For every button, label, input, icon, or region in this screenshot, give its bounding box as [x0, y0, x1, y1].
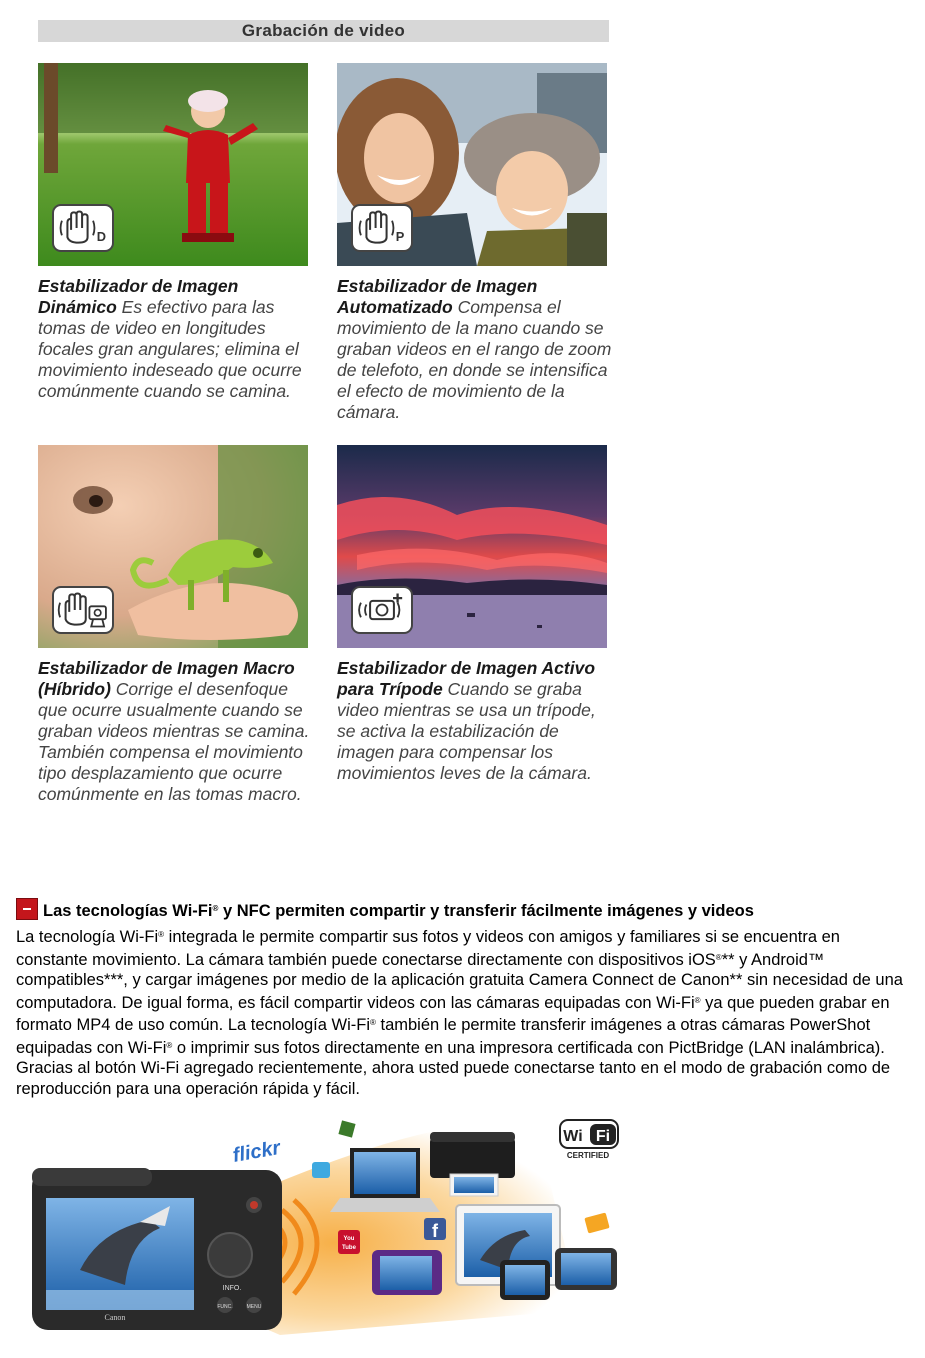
wifi-section-body	[16, 925, 908, 1099]
camera-illustration	[32, 1168, 282, 1330]
svg-text:D: D	[96, 228, 107, 244]
wifi-body-text: también le permite transferir imágenes a otras cámaras PowerShot equipadas con Wi-Fi	[16, 1016, 871, 1057]
feature-caption-macro	[38, 658, 313, 805]
svg-text:Wi: Wi	[563, 1128, 583, 1145]
section-title: Grabación de video	[38, 20, 609, 42]
wifi-body-text: integrada le permite compartir sus fotos y videos con amigos y familiares si se encuentra en constante movimiento. La cámara también puede conectarse directamente con dispositivos iOS	[16, 928, 840, 969]
registered-mark: ®	[158, 930, 165, 939]
camera-func-label: FUNC.	[217, 1304, 233, 1310]
collapse-minus-icon[interactable]	[16, 898, 38, 920]
stabilizer-macro-icon	[52, 586, 114, 634]
feature-title: Estabilizador de Imagen Automatizado	[337, 276, 538, 317]
feature-caption-tripod	[337, 658, 612, 784]
svg-text:P: P	[395, 228, 405, 244]
wifi-body-text: La tecnología Wi-Fi	[16, 928, 159, 946]
feature-caption-automatic	[337, 276, 612, 423]
camera-brand: Canon	[104, 1313, 126, 1322]
registered-mark: ®	[212, 904, 219, 913]
feature-text: Compensa el movimiento de la mano cuando se graban videos en el rango de zoom de telefoto, en donde se intensifica el efecto de movimiento de la cámara.	[337, 297, 612, 422]
svg-text:Fi: Fi	[595, 1128, 611, 1145]
picasa-icon	[338, 1120, 355, 1137]
svg-text:f: f	[432, 1221, 438, 1241]
feature-text: Es efectivo para las tomas de video en longitudes focales gran angulares; elimina el movimiento indeseado que ocurre comúnmente cuando se camina.	[38, 297, 302, 401]
registered-mark: ®	[715, 952, 722, 962]
wifi-title-part1: Las tecnologías Wi-Fi	[43, 902, 213, 920]
twitter-icon	[312, 1162, 330, 1178]
wifi-body-text: ** y Android™ compatibles***, y cargar imágenes por medio de la aplicación gratuita Camera Connect de Canon** sin necesidad de una computadora. De igual forma, es fácil compartir videos con las cámaras equipadas con Wi-Fi	[16, 950, 903, 1012]
feature-text: Cuando se graba video mientras se usa un trípode, se activa la estabilización de imagen para compensar los movimientos leves de la cámara.	[337, 679, 596, 783]
feature-title: Estabilizador de Imagen Macro (Híbrido)	[38, 658, 295, 699]
feature-text: Corrige el desenfoque que ocurre usualmente cuando se graban videos mientras se camina. También compensa el movimiento tipo desplazamiento que ocurre comúnmente en las tomas macro.	[38, 679, 310, 804]
svg-text:You: You	[343, 1236, 355, 1242]
svg-text:CERTIFIED: CERTIFIED	[566, 1151, 610, 1160]
feature-caption-dynamic	[38, 276, 313, 402]
email-icon	[584, 1212, 609, 1233]
feature-title: Estabilizador de Imagen Dinámico	[38, 276, 239, 317]
registered-mark: ®	[694, 995, 701, 1005]
wifi-body-text: ya que pueden grabar en formato MP4 de uso común. La tecnología Wi-Fi	[16, 993, 890, 1034]
wifi-title-part2: y NFC permiten compartir y transferir fácilmente imágenes y videos	[218, 902, 754, 920]
flickr-logo: flickr	[231, 1136, 282, 1167]
stabilizer-dynamic-icon	[52, 204, 114, 252]
registered-mark: ®	[370, 1018, 376, 1027]
registered-mark: ®	[166, 1040, 173, 1050]
photo-sunset-lake	[337, 445, 607, 648]
wifi-sharing-illustration	[20, 1110, 630, 1340]
wifi-section-title	[16, 898, 754, 921]
svg-text:Tube: Tube	[342, 1245, 356, 1251]
photo-women-winter	[337, 63, 607, 266]
wifi-certified-logo	[560, 1120, 618, 1160]
stabilizer-tripod-icon	[351, 586, 413, 634]
camera-info-label: INFO.	[222, 1285, 242, 1292]
camera-menu-label: MENU	[246, 1304, 262, 1310]
photo-child-walking	[38, 63, 308, 266]
photo-child-chameleon	[38, 445, 308, 648]
wifi-body-text: o imprimir sus fotos directamente en una impresora certificada con PictBridge (LAN inalámbrica). Gracias al botón Wi-Fi agregado recientemente, ahora usted puede conectarse tanto en el modo de grabación como de reproducción para una operación rápida y fácil.	[16, 1038, 891, 1098]
compact-camera-illustration	[372, 1250, 442, 1295]
feature-title: Estabilizador de Imagen Activo para Trípode	[337, 658, 596, 699]
stabilizer-automatic-icon	[351, 204, 413, 252]
